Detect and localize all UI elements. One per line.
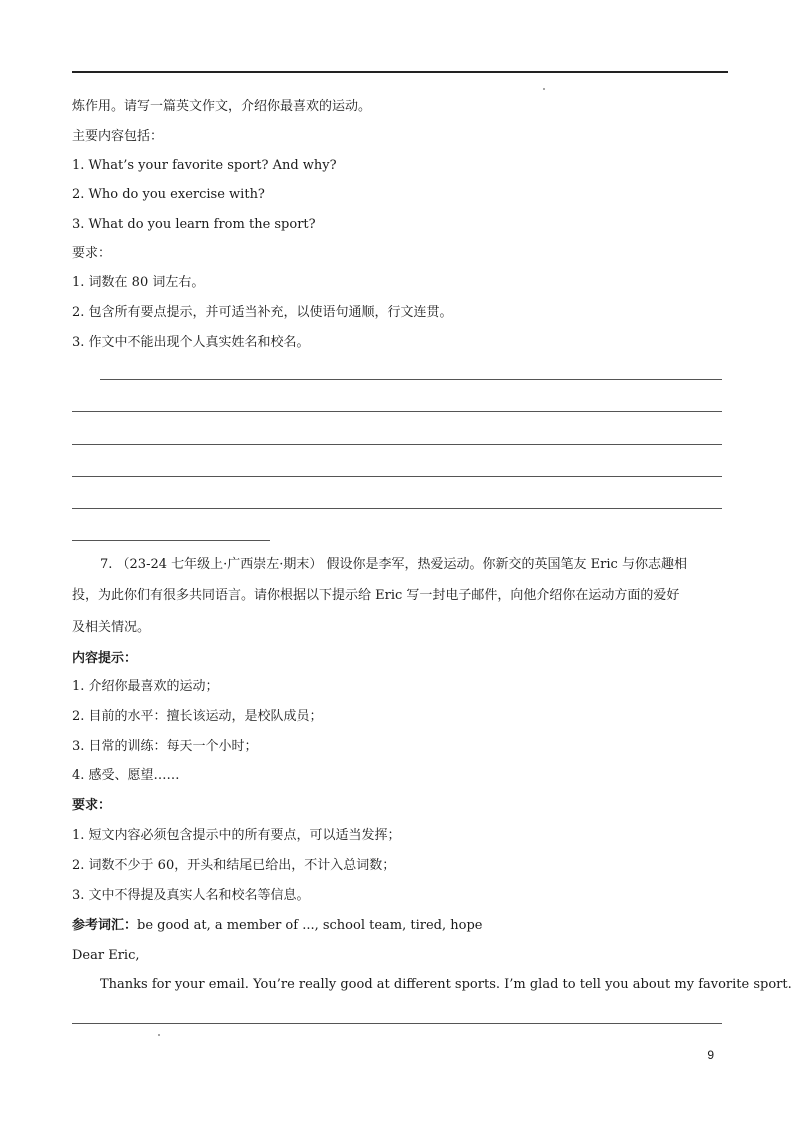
- q7-hint-3: 3. 日常的训练：每天一个小时；: [72, 739, 258, 754]
- q7-vocab: [72, 917, 482, 935]
- q6-intro-tail: 炼作用。请写一篇英文作文，介绍你最喜欢的运动。: [72, 99, 372, 114]
- q6-point-2: 2. Who do you exercise with?: [72, 187, 265, 202]
- q7-hint-2: 2. 目前的水平：擅长该运动，是校队成员；: [72, 709, 323, 724]
- q7-req-2: 2. 词数不少于 60，开头和结尾已给出，不计入总词数；: [72, 858, 396, 873]
- letter-opening: Thanks for your email. You’re really good at different sports. I’m glad to tell you about my favorite sport.: [100, 977, 792, 992]
- answer-line[interactable]: [100, 379, 722, 380]
- q6-req-heading: 要求：: [72, 246, 112, 261]
- q7-content-heading: 内容提示：: [72, 651, 138, 666]
- scan-speck: [543, 88, 545, 90]
- answer-line[interactable]: [72, 1023, 722, 1024]
- q7-hint-4: 4. 感受、愿望……: [72, 768, 180, 783]
- q7-hint-1: 1. 介绍你最喜欢的运动；: [72, 679, 219, 694]
- q7-prompt-line-2: 投，为此你们有很多共同语言。请你根据以下提示给 Eric 写一封电子邮件，向他介绍你在运动方面的爱好: [72, 588, 680, 603]
- q7-req-heading: 要求：: [72, 798, 112, 813]
- q6-req-3: 3. 作文中不能出现个人真实姓名和校名。: [72, 335, 310, 350]
- q7-prompt-line-3: 及相关情况。: [72, 620, 151, 635]
- letter-salutation: Dear Eric,: [72, 948, 140, 963]
- header-rule: [72, 71, 728, 73]
- q7-vocab-items: be good at, a member of ..., school team, tired, hope: [137, 918, 483, 933]
- answer-line[interactable]: [72, 444, 722, 445]
- q7-vocab-label: 参考词汇：: [72, 918, 138, 933]
- answer-line[interactable]: [72, 411, 722, 412]
- q7-req-3: 3. 文中不得提及真实人名和校名等信息。: [72, 888, 310, 903]
- q6-point-3: 3. What do you learn from the sport?: [72, 217, 316, 232]
- q6-content-heading: 主要内容包括：: [72, 129, 164, 144]
- page-number: 9: [707, 1048, 714, 1062]
- q7-req-1: 1. 短文内容必须包含提示中的所有要点，可以适当发挥；: [72, 828, 401, 843]
- answer-line[interactable]: [72, 508, 722, 509]
- answer-line[interactable]: [72, 476, 722, 477]
- scan-speck: [158, 1034, 160, 1036]
- q6-req-1: 1. 词数在 80 词左右。: [72, 275, 205, 290]
- answer-line-short[interactable]: [72, 540, 270, 541]
- q6-point-1: 1. What’s your favorite sport? And why?: [72, 158, 337, 173]
- q7-prompt-line-1: 7. （23-24 七年级上·广西崇左·期末） 假设你是李军，热爱运动。你新交的英国笔友 Eric 与你志趣相: [100, 557, 687, 572]
- q6-req-2: 2. 包含所有要点提示，并可适当补充，以使语句通顺，行文连贯。: [72, 305, 453, 320]
